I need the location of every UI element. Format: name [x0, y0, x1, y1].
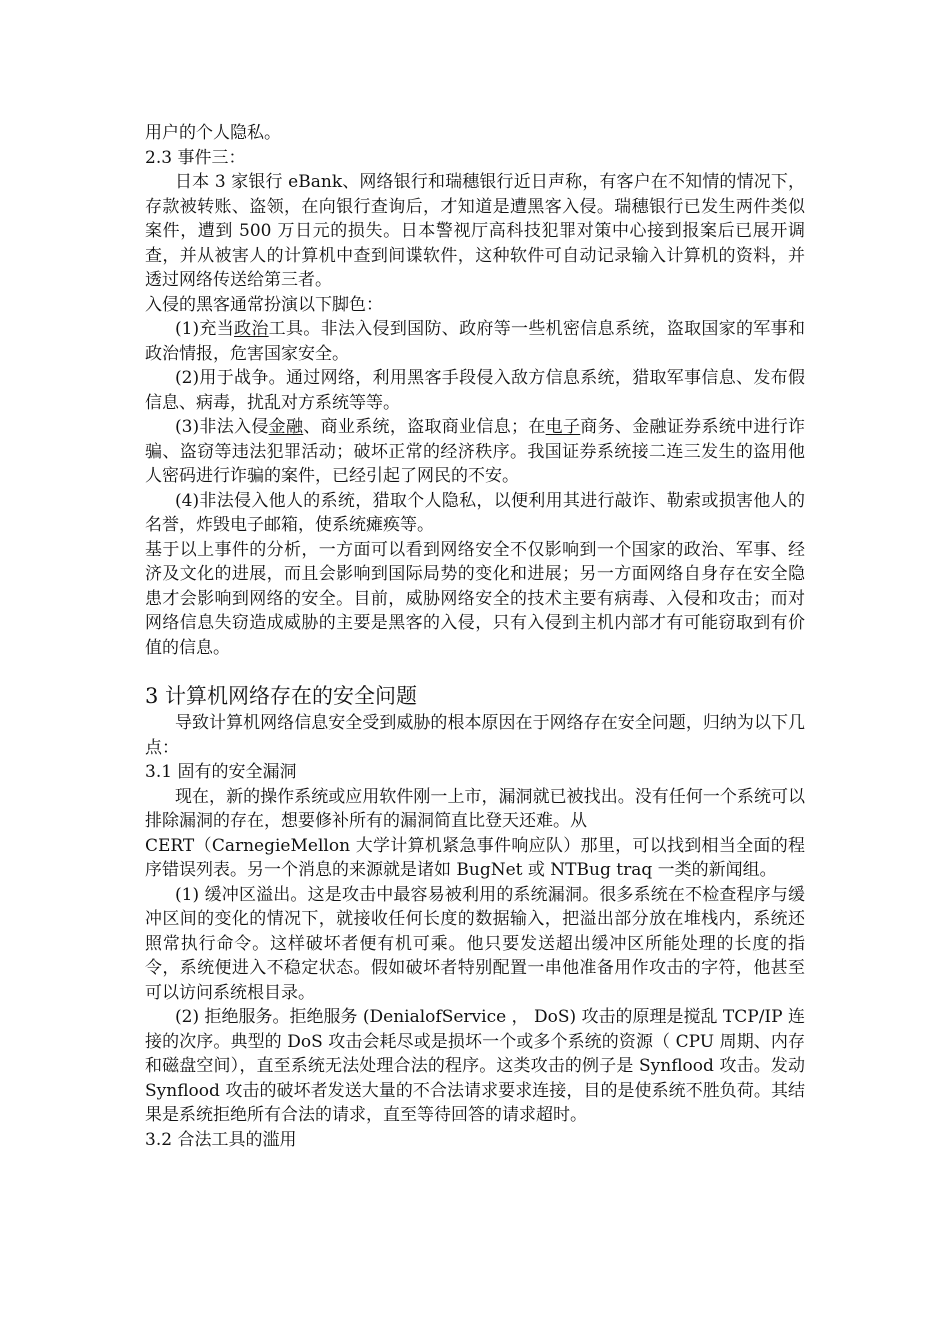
paragraph-buffer-overflow: (1) 缓冲区溢出。这是攻击中最容易被利用的系统漏洞。很多系统在不检查程序与缓冲区间的变化的情况下，就接收任何长度的数据输入，把溢出部分放在堆栈内，系统还照常执行命令。这样破坏者便有机可乘。他只要发送超出缓冲区所能处理的长度的指令，系统便进入不稳定状态。假如破坏者特别配置一串他准备用作攻击的字符，他甚至可以访问系统根目录。	[145, 884, 805, 1003]
list-item-role-2: (2)用于战争。通过网络，利用黑客手段侵入敌方信息系统，猎取军事信息、发布假信息、病毒，扰乱对方系统等等。	[145, 368, 805, 413]
subheading-3-1: 3.1 固有的安全漏洞	[145, 762, 297, 782]
paragraph-privacy: 用户的个人隐私。	[145, 123, 281, 143]
paragraph-summary: 基于以上事件的分析，一方面可以看到网络安全不仅影响到一个国家的政治、军事、经济及文化的进展，而且会影响到国际局势的变化和进展；另一方面网络自身存在安全隐患才会影响到网络的安全。目前，威胁网络安全的技术主要有病毒、入侵和攻击；而对网络信息失窃造成威胁的主要是黑客的入侵，只有入侵到主机内部才有可能窃取到有价值的信息。	[145, 539, 805, 658]
list-item-role-1: (1)充当政治工具。非法入侵到国防、政府等一些机密信息系统，盗取国家的军事和政治情报，危害国家安全。	[145, 319, 805, 364]
link-finance[interactable]: 金融	[268, 417, 304, 437]
document-page	[145, 121, 805, 1152]
paragraph-event3: 日本 3 家银行 eBank、网络银行和瑞穗银行近日声称，有客户在不知情的情况下，存款被转账、盗领，在向银行查询后，才知道是遭黑客入侵。瑞穗银行已发生两件类似案件，遭到 500 万日元的损失。日本警视厅高科技犯罪对策中心接到报案后已展开调查，并从被害人的计算机中查到间谍软件，这种软件可自动记录输入计算机的资料，并透过网络传送给第三者。	[145, 172, 805, 290]
paragraph-section3-intro: 导致计算机网络信息安全受到威胁的根本原因在于网络存在安全问题，归纳为以下几点：	[145, 713, 805, 758]
list-item-role-3: (3)非法入侵金融、商业系统，盗取商业信息；在电子商务、金融证券系统中进行诈骗、盗窃等违法犯罪活动；破坏正常的经济秩序。我国证券系统接二连三发生的盗用他人密码进行诈骗的案件，已经引起了网民的不安。	[145, 417, 806, 486]
subheading-2-3: 2.3 事件三：	[145, 147, 246, 168]
paragraph-3-1: 现在，新的操作系统或应用软件刚一上市，漏洞就已被找出。没有任何一个系统可以排除漏洞的存在，想要修补所有的漏洞简直比登天还难。从	[145, 786, 805, 831]
subheading-3-2: 3.2 合法工具的滥用	[145, 1129, 297, 1150]
link-politics[interactable]: 政治	[234, 319, 269, 339]
paragraph-3-1-continued: CERT（CarnegieMellon 大学计算机紧急事件响应队）那里，可以找到相当全面的程序错误列表。另一个消息的来源就是诸如 BugNet 或 NTBug traq 一类的新闻组。	[145, 835, 805, 880]
link-electronic[interactable]: 电子	[545, 417, 581, 437]
list-item-role-4: (4)非法侵入他人的系统，猎取个人隐私，以便利用其进行敲诈、勒索或损害他人的名誉，炸毁电子邮箱，使系统瘫痪等。	[145, 490, 805, 535]
section-heading-3: 3 计算机网络存在的安全问题	[145, 684, 418, 708]
paragraph-denial-of-service: (2) 拒绝服务。拒绝服务 (DenialofService ， DoS) 攻击的原理是搅乱 TCP/IP 连接的次序。典型的 DoS 攻击会耗尽或是损坏一个或多个系统的资源（ CPU 周期、内存和磁盘空间），直至系统无法处理合法的程序。这类攻击的例子是 Synflood 攻击。发动 Synflood 攻击的破坏者发送大量的不合法请求要求连接，目的是使系统不胜负荷。其结果是系统拒绝所有合法的请求，直至等待回答的请求超时。	[145, 1007, 805, 1125]
paragraph-roles-intro: 入侵的黑客通常扮演以下脚色：	[145, 294, 383, 315]
